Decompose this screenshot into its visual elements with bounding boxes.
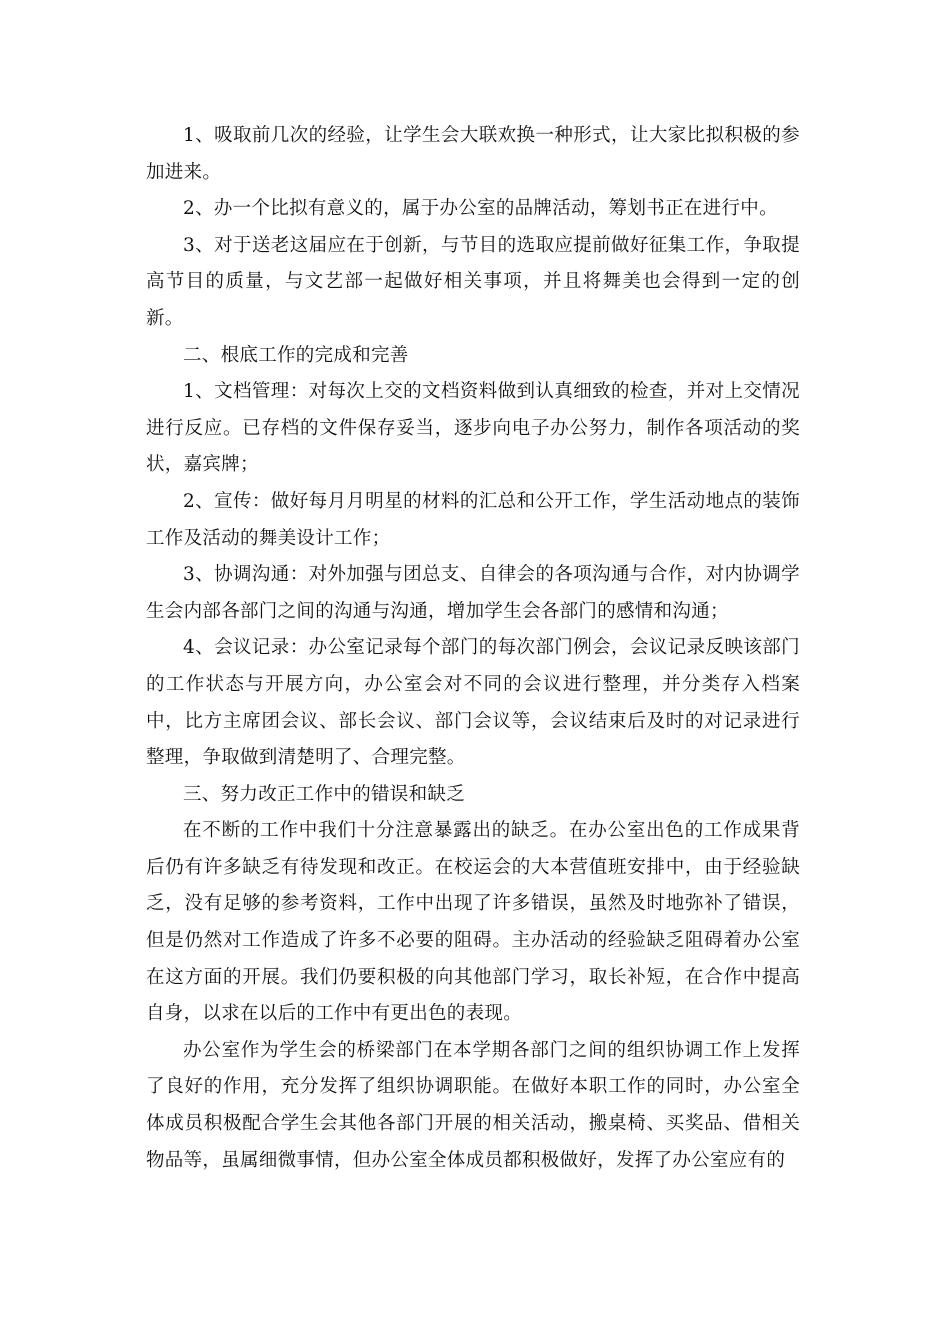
section-heading-3: 三、努力改正工作中的错误和缺乏 xyxy=(183,783,466,805)
paragraph-plan-3: 3、对于送老这届应在于创新，与节目的选取应提前做好征集工作，争取提高节目的质量，与文艺部一起做好相关事项，并且将舞美也会得到一定的创新。 xyxy=(146,234,800,329)
paragraph-shortcomings: 在不断的工作中我们十分注意暴露出的缺乏。在办公室出色的工作成果背后仍有许多缺乏有待发现和改正。在校运会的大本营值班安排中，由于经验缺乏，没有足够的参考资料，工作中出现了许多错误，虽然及时地弥补了错误，但是仍然对工作造成了许多不必要的阻碍。主办活动的经验缺乏阻碍着办公室在这方面的开展。我们仍要积极的向其他部门学习，取长补短，在合作中提高自身，以求在以后的工作中有更出色的表现。 xyxy=(146,820,800,1025)
paragraph-meeting-records: 4、会议记录：办公室记录每个部门的每次部门例会，会议记录反映该部门的工作状态与开展方向，办公室会对不同的会议进行整理，并分类存入档案中，比方主席团会议、部长会议、部门会议等，会议结束后及时的对记录进行整理，争取做到清楚明了、合理完整。 xyxy=(146,637,800,769)
paragraph-publicity: 2、宣传：做好每月月明星的材料的汇总和公开工作，学生活动地点的装饰工作及活动的舞美设计工作； xyxy=(146,490,800,549)
section-heading-2: 二、根底工作的完成和完善 xyxy=(183,344,409,366)
paragraph-plan-2: 2、办一个比拟有意义的，属于办公室的品牌活动，筹划书正在进行中。 xyxy=(183,198,778,220)
paragraph-office-role: 办公室作为学生会的桥梁部门在本学期各部门之间的组织协调工作上发挥了良好的作用，充分发挥了组织协调职能。在做好本职工作的同时，办公室全体成员积极配合学生会其他各部门开展的相关活动，搬桌椅、买奖品、借相关物品等，虽属细微事情，但办公室全体成员都积极做好，发挥了办公室应有的 xyxy=(146,1039,800,1171)
paragraph-plan-1: 1、吸取前几次的经验，让学生会大联欢换一种形式，让大家比拟积极的参加进来。 xyxy=(146,125,800,183)
paragraph-document-management: 1、文档管理：对每次上交的文档资料做到认真细致的检查，并对上交情况进行反应。已存档的文件保存妥当，逐步向电子办公努力，制作各项活动的奖状，嘉宾牌； xyxy=(146,381,800,476)
document-body xyxy=(146,118,800,1179)
paragraph-coordination: 3、协调沟通：对外加强与团总支、自律会的各项沟通与合作，对内协调学生会内部各部门之间的沟通与沟通，增加学生会各部门的感情和沟通； xyxy=(146,564,800,622)
